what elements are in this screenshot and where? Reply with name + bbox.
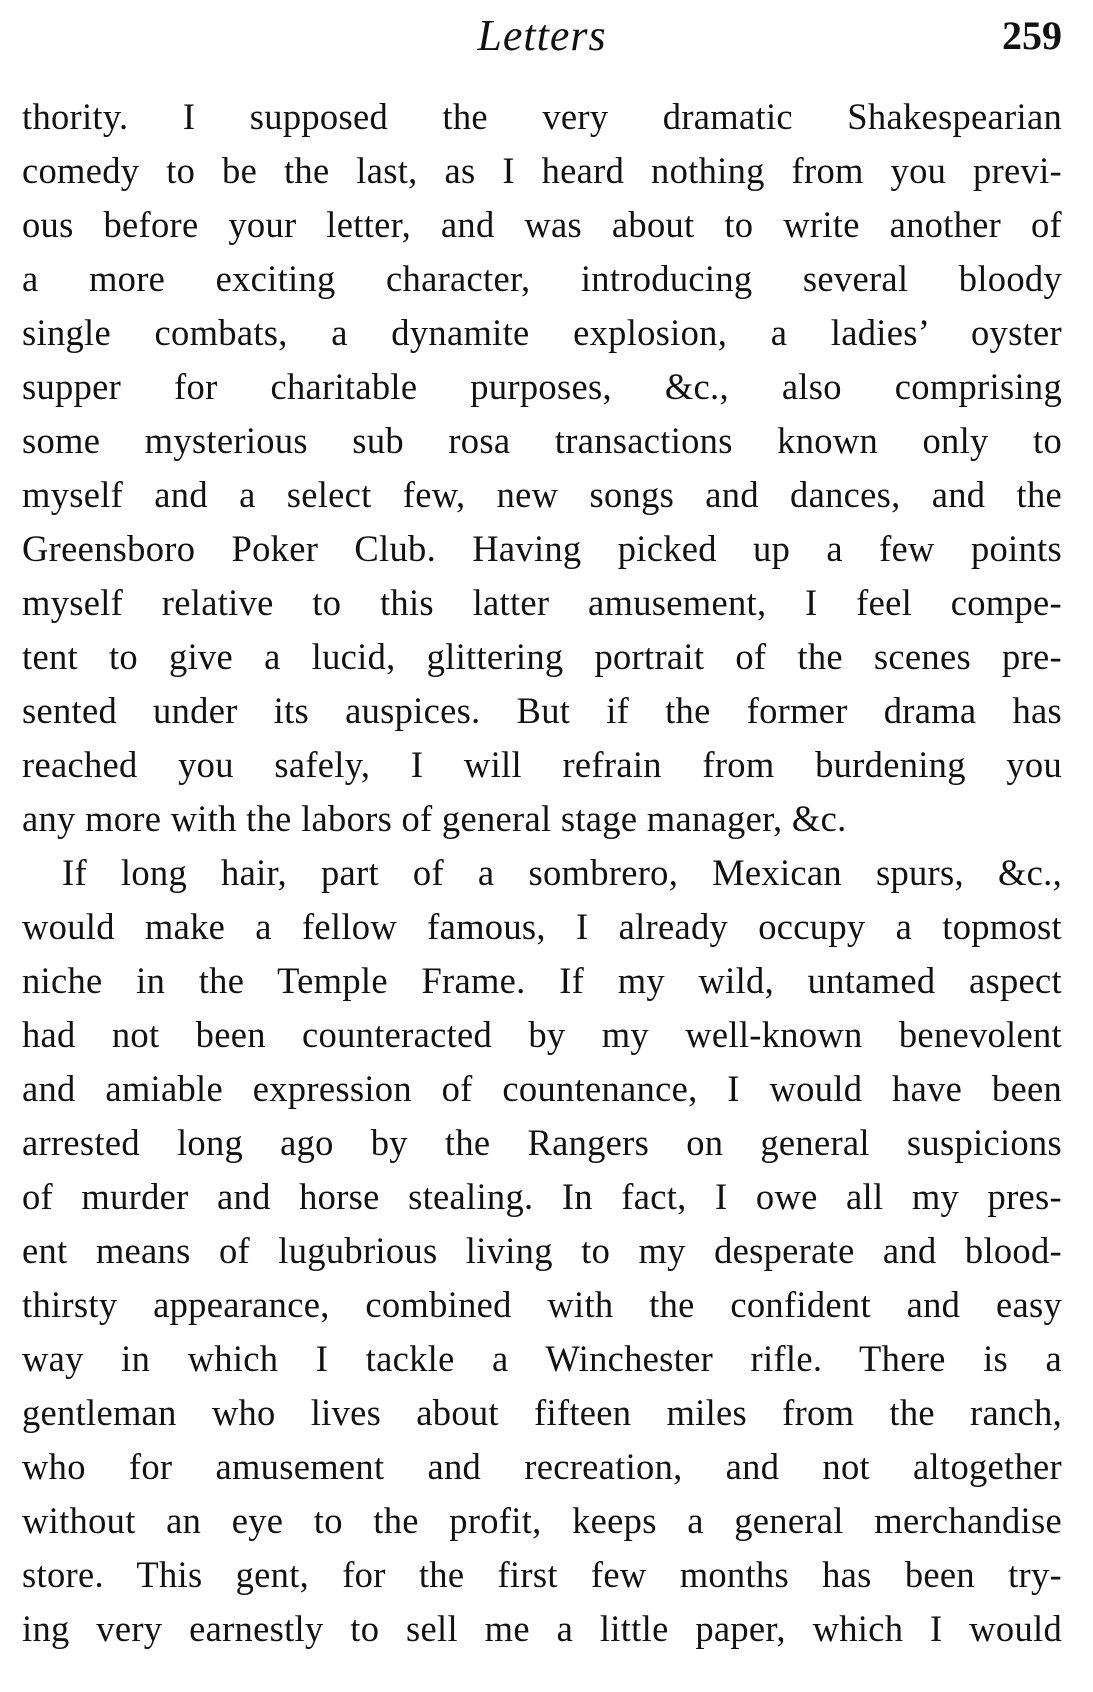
page-number: 259 (1002, 13, 1062, 58)
body-text (22, 90, 1062, 1656)
text-line: way in which I tackle a Winchester rifle. There is a (22, 1338, 1062, 1379)
running-title: Letters (477, 11, 607, 60)
text-line: single combats, a dynamite explosion, a ladies’ oyster (22, 312, 1062, 353)
running-head (22, 6, 1062, 66)
text-line: gentleman who lives about fifteen miles from the ranch, (22, 1392, 1062, 1433)
text-line: thority. I supposed the very dramatic Shakespearian (22, 96, 1062, 137)
text-line: some mysterious sub rosa transactions known only to (22, 420, 1062, 461)
text-line: arrested long ago by the Rangers on general suspicions (22, 1122, 1062, 1163)
text-line: store. This gent, for the first few months has been try- (22, 1554, 1062, 1595)
text-line: If long hair, part of a sombrero, Mexican spurs, &c., (62, 852, 1062, 893)
text-line: without an eye to the profit, keeps a general merchandise (22, 1500, 1062, 1541)
text-line: who for amusement and recreation, and not altogether (22, 1446, 1062, 1487)
text-line: Greensboro Poker Club. Having picked up a few points (22, 528, 1062, 569)
text-line: and amiable expression of countenance, I would have been (22, 1068, 1062, 1109)
text-line: had not been counteracted by my well-known benevolent (22, 1014, 1062, 1055)
text-line: myself relative to this latter amusement, I feel compe- (22, 582, 1062, 623)
text-line: thirsty appearance, combined with the confident and easy (22, 1284, 1062, 1325)
text-line: would make a fellow famous, I already occupy a topmost (22, 906, 1062, 947)
text-line: any more with the labors of general stage manager, &c. (22, 798, 847, 839)
text-line: sented under its auspices. But if the former drama has (22, 690, 1062, 731)
text-line: reached you safely, I will refrain from burdening you (22, 744, 1062, 785)
text-line: ing very earnestly to sell me a little paper, which I would (22, 1608, 1062, 1649)
text-line: myself and a select few, new songs and dances, and the (22, 474, 1062, 515)
text-line: of murder and horse stealing. In fact, I owe all my pres- (22, 1176, 1062, 1217)
text-line: comedy to be the last, as I heard nothing from you previ- (22, 150, 1062, 191)
text-line: niche in the Temple Frame. If my wild, untamed aspect (22, 960, 1062, 1001)
text-line: ent means of lugubrious living to my desperate and blood- (22, 1230, 1062, 1271)
text-line: supper for charitable purposes, &c., also comprising (22, 366, 1062, 407)
text-line: ous before your letter, and was about to write another of (22, 204, 1062, 245)
text-line: tent to give a lucid, glittering portrait of the scenes pre- (22, 636, 1062, 677)
text-line: a more exciting character, introducing several bloody (22, 258, 1062, 299)
